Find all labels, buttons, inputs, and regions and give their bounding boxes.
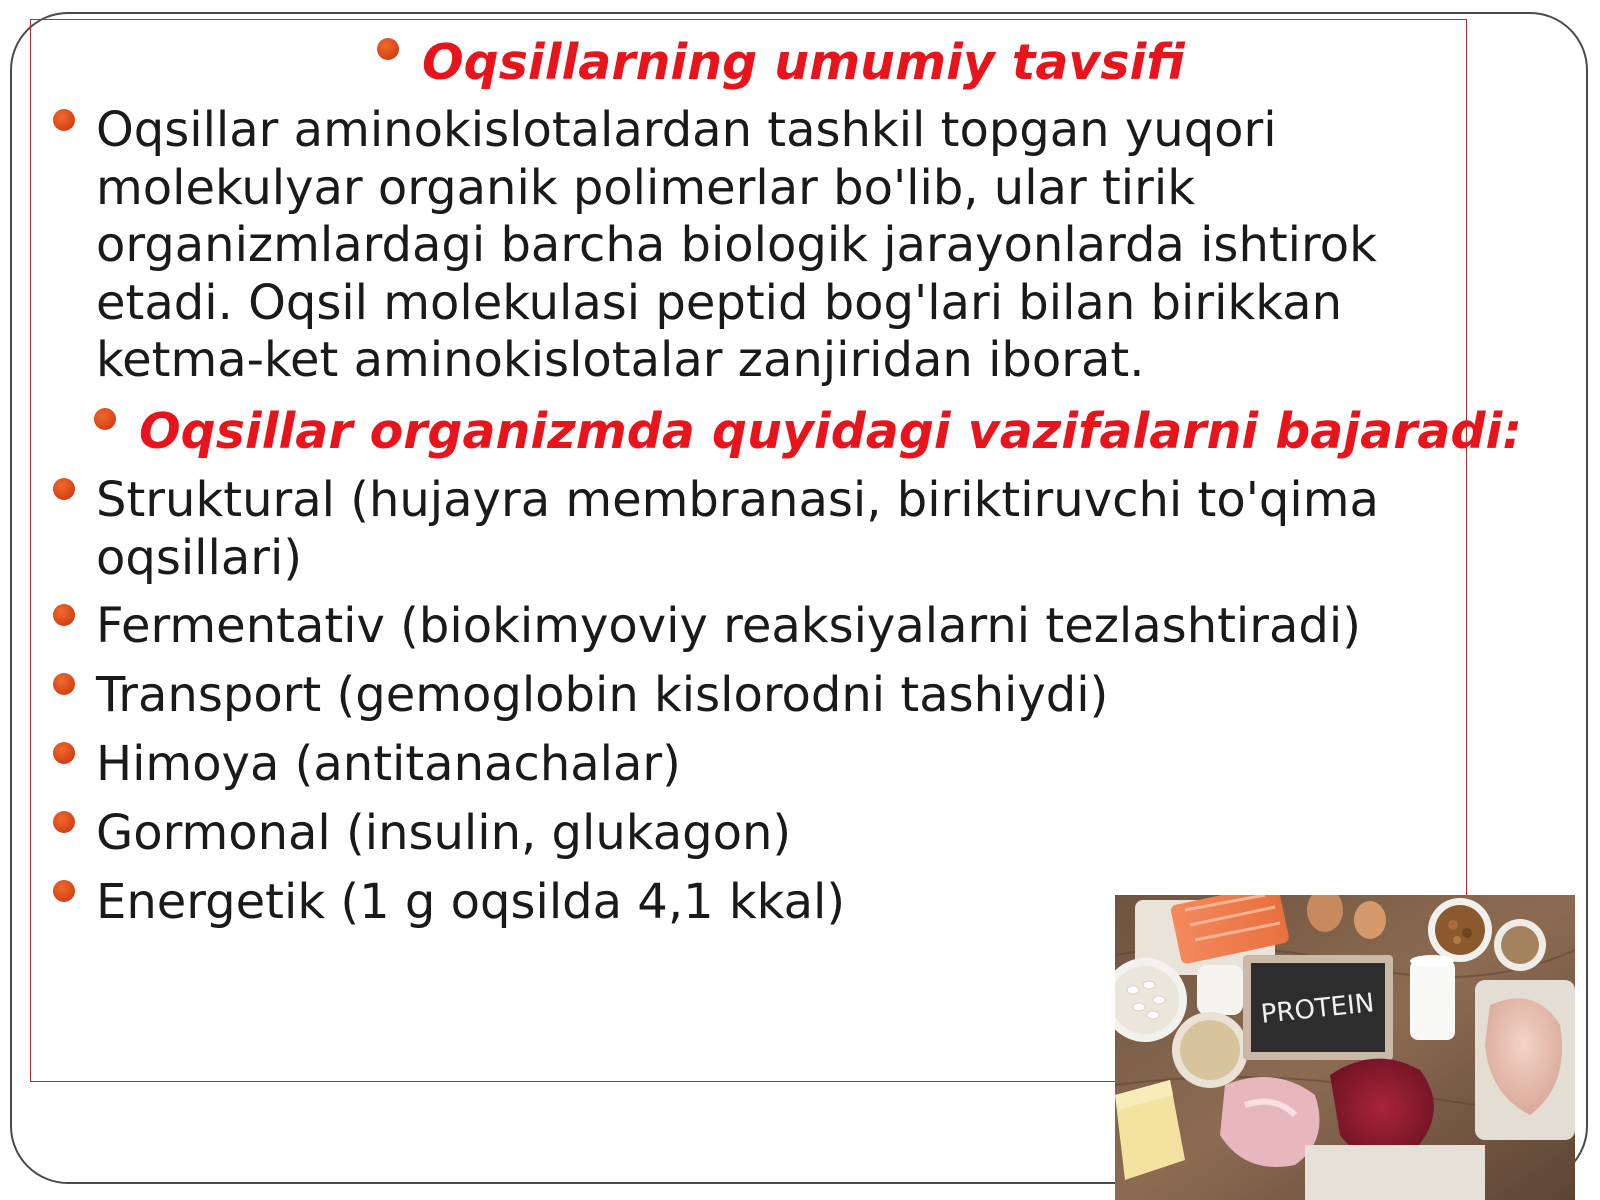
protein-sign-text: PROTEIN: [1259, 988, 1376, 1030]
function-item-hormonal: Gormonal (insulin, glukagon): [96, 805, 792, 861]
function-bullet: [53, 673, 75, 695]
paragraph-line: ketma-ket aminokislotalar zanjiridan iborat.: [96, 332, 1145, 388]
protein-food-photo: [1115, 895, 1575, 1200]
paragraph-line: organizmlardagi barcha biologik jarayonlarda ishtirok: [96, 217, 1377, 273]
function-item-protective: Himoya (antitanachalar): [96, 736, 681, 792]
heading-functions: Oqsillar organizmda quyidagi vazifalarni bajaradi:: [139, 403, 1522, 460]
heading1-bullet: [377, 38, 399, 60]
function-item-fermentative: Fermentativ (biokimyoviy reaksiyalarni tezlashtiradi): [96, 598, 1361, 654]
heading2-bullet: [94, 408, 116, 430]
function-item-transport: Transport (gemoglobin kislorodni tashiydi): [96, 667, 1109, 723]
heading-general-description: Oqsillarning umumiy tavsifi: [422, 34, 1185, 91]
function-bullet: [53, 742, 75, 764]
paragraph-bullet: [53, 109, 75, 131]
function-bullet: [53, 880, 75, 902]
function-bullet: [53, 478, 75, 500]
function-bullet: [53, 811, 75, 833]
function-item-structural: [96, 472, 1379, 587]
function-item-energetic: Energetik (1 g oqsilda 4,1 kkal): [96, 874, 846, 930]
function-bullet: [53, 604, 75, 626]
function-text: Struktural (hujayra membranasi, biriktiruvchi to'qima: [96, 472, 1379, 528]
intro-paragraph: [96, 102, 1377, 390]
function-text: oqsillari): [96, 529, 303, 586]
paragraph-line: molekulyar organik polimerlar bo'lib, ular tirik: [96, 159, 1195, 216]
paragraph-line: Oqsillar aminokislotalardan tashkil topgan yuqori: [96, 102, 1277, 158]
paragraph-line: etadi. Oqsil molekulasi peptid bog'lari bilan birikkan: [96, 274, 1342, 331]
